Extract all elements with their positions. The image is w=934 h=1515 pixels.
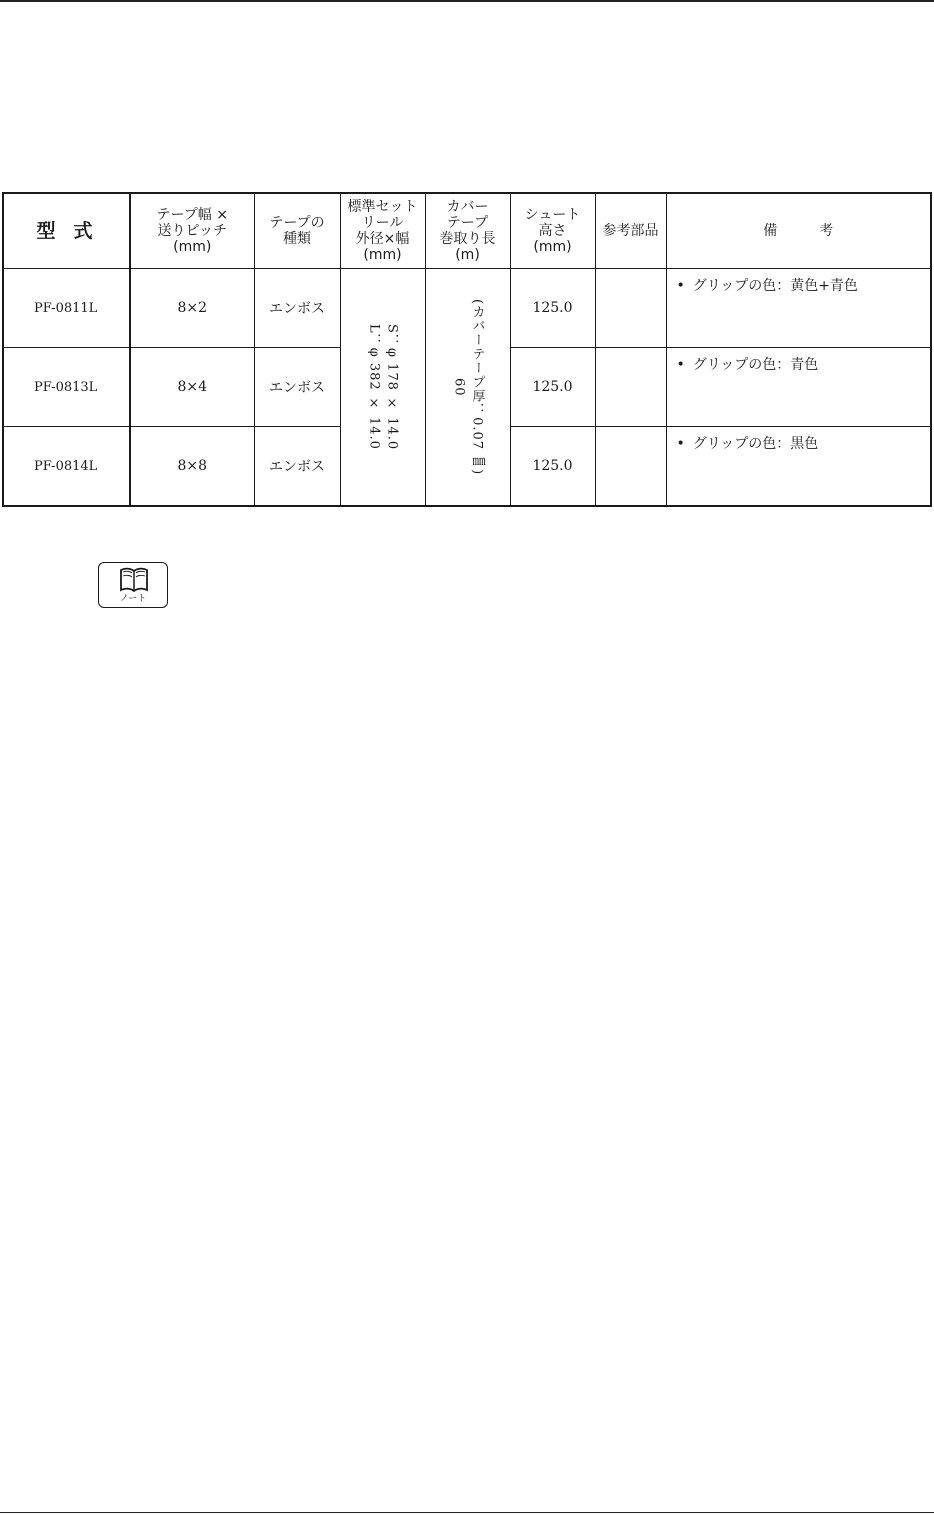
header-model: 型式 [3, 193, 130, 269]
model-cell: PF-0813L [3, 348, 130, 427]
remark-cell [666, 427, 931, 507]
reference-cell [595, 348, 666, 427]
tape-pitch-cell: 8×8 [130, 427, 254, 507]
model-cell: PF-0814L [3, 427, 130, 507]
header-tape-type: テープの 種類 [254, 193, 340, 269]
bullet: • [676, 436, 685, 452]
tape-type-cell: エンボス [254, 269, 340, 348]
spec-table [2, 192, 932, 507]
cover-tape-cell [425, 269, 510, 507]
bullet: • [676, 357, 685, 373]
tape-pitch-cell: 8×2 [130, 269, 254, 348]
header-tape-width: テープ幅 × 送りピッチ (mm) [130, 193, 254, 269]
remark-text: グリップの色：黒色 [692, 436, 819, 452]
model-cell: PF-0811L [3, 269, 130, 348]
bottom-rule [0, 1512, 934, 1513]
tape-type-cell: エンボス [254, 348, 340, 427]
header-reference-parts: 参考部品 [595, 193, 666, 269]
remark-text: グリップの色：青色 [692, 357, 819, 373]
tape-pitch-cell: 8×4 [130, 348, 254, 427]
note-badge [98, 562, 168, 608]
remark-text: グリップの色：黄色+青色 [692, 278, 858, 294]
tape-type-cell: エンボス [254, 427, 340, 507]
chute-height-cell: 125.0 [510, 427, 595, 507]
cover-vertical-text: 60 (カバーテープ厚：0.07 ㎜) [451, 298, 485, 476]
reel-cell [340, 269, 425, 507]
bullet: • [676, 278, 685, 294]
header-chute-height: シュート 高さ (mm) [510, 193, 595, 269]
chute-height-cell: 125.0 [510, 269, 595, 348]
top-rule [0, 0, 934, 2]
header-reel: 標準セット リール 外径×幅 (mm) [340, 193, 425, 269]
reference-cell [595, 427, 666, 507]
table-row [3, 269, 931, 348]
note-label: ノート [119, 594, 147, 604]
remark-cell [666, 269, 931, 348]
header-row [3, 193, 931, 269]
reference-cell [595, 269, 666, 348]
header-remarks: 備 考 [666, 193, 931, 269]
header-cover-tape: カバー テープ 巻取り長 (m) [425, 193, 510, 269]
reel-vertical-text: L：φ 382 × 14.0 S：φ 178 × 14.0 [366, 323, 400, 451]
chute-height-cell: 125.0 [510, 348, 595, 427]
book-icon [119, 566, 149, 594]
remark-cell [666, 348, 931, 427]
